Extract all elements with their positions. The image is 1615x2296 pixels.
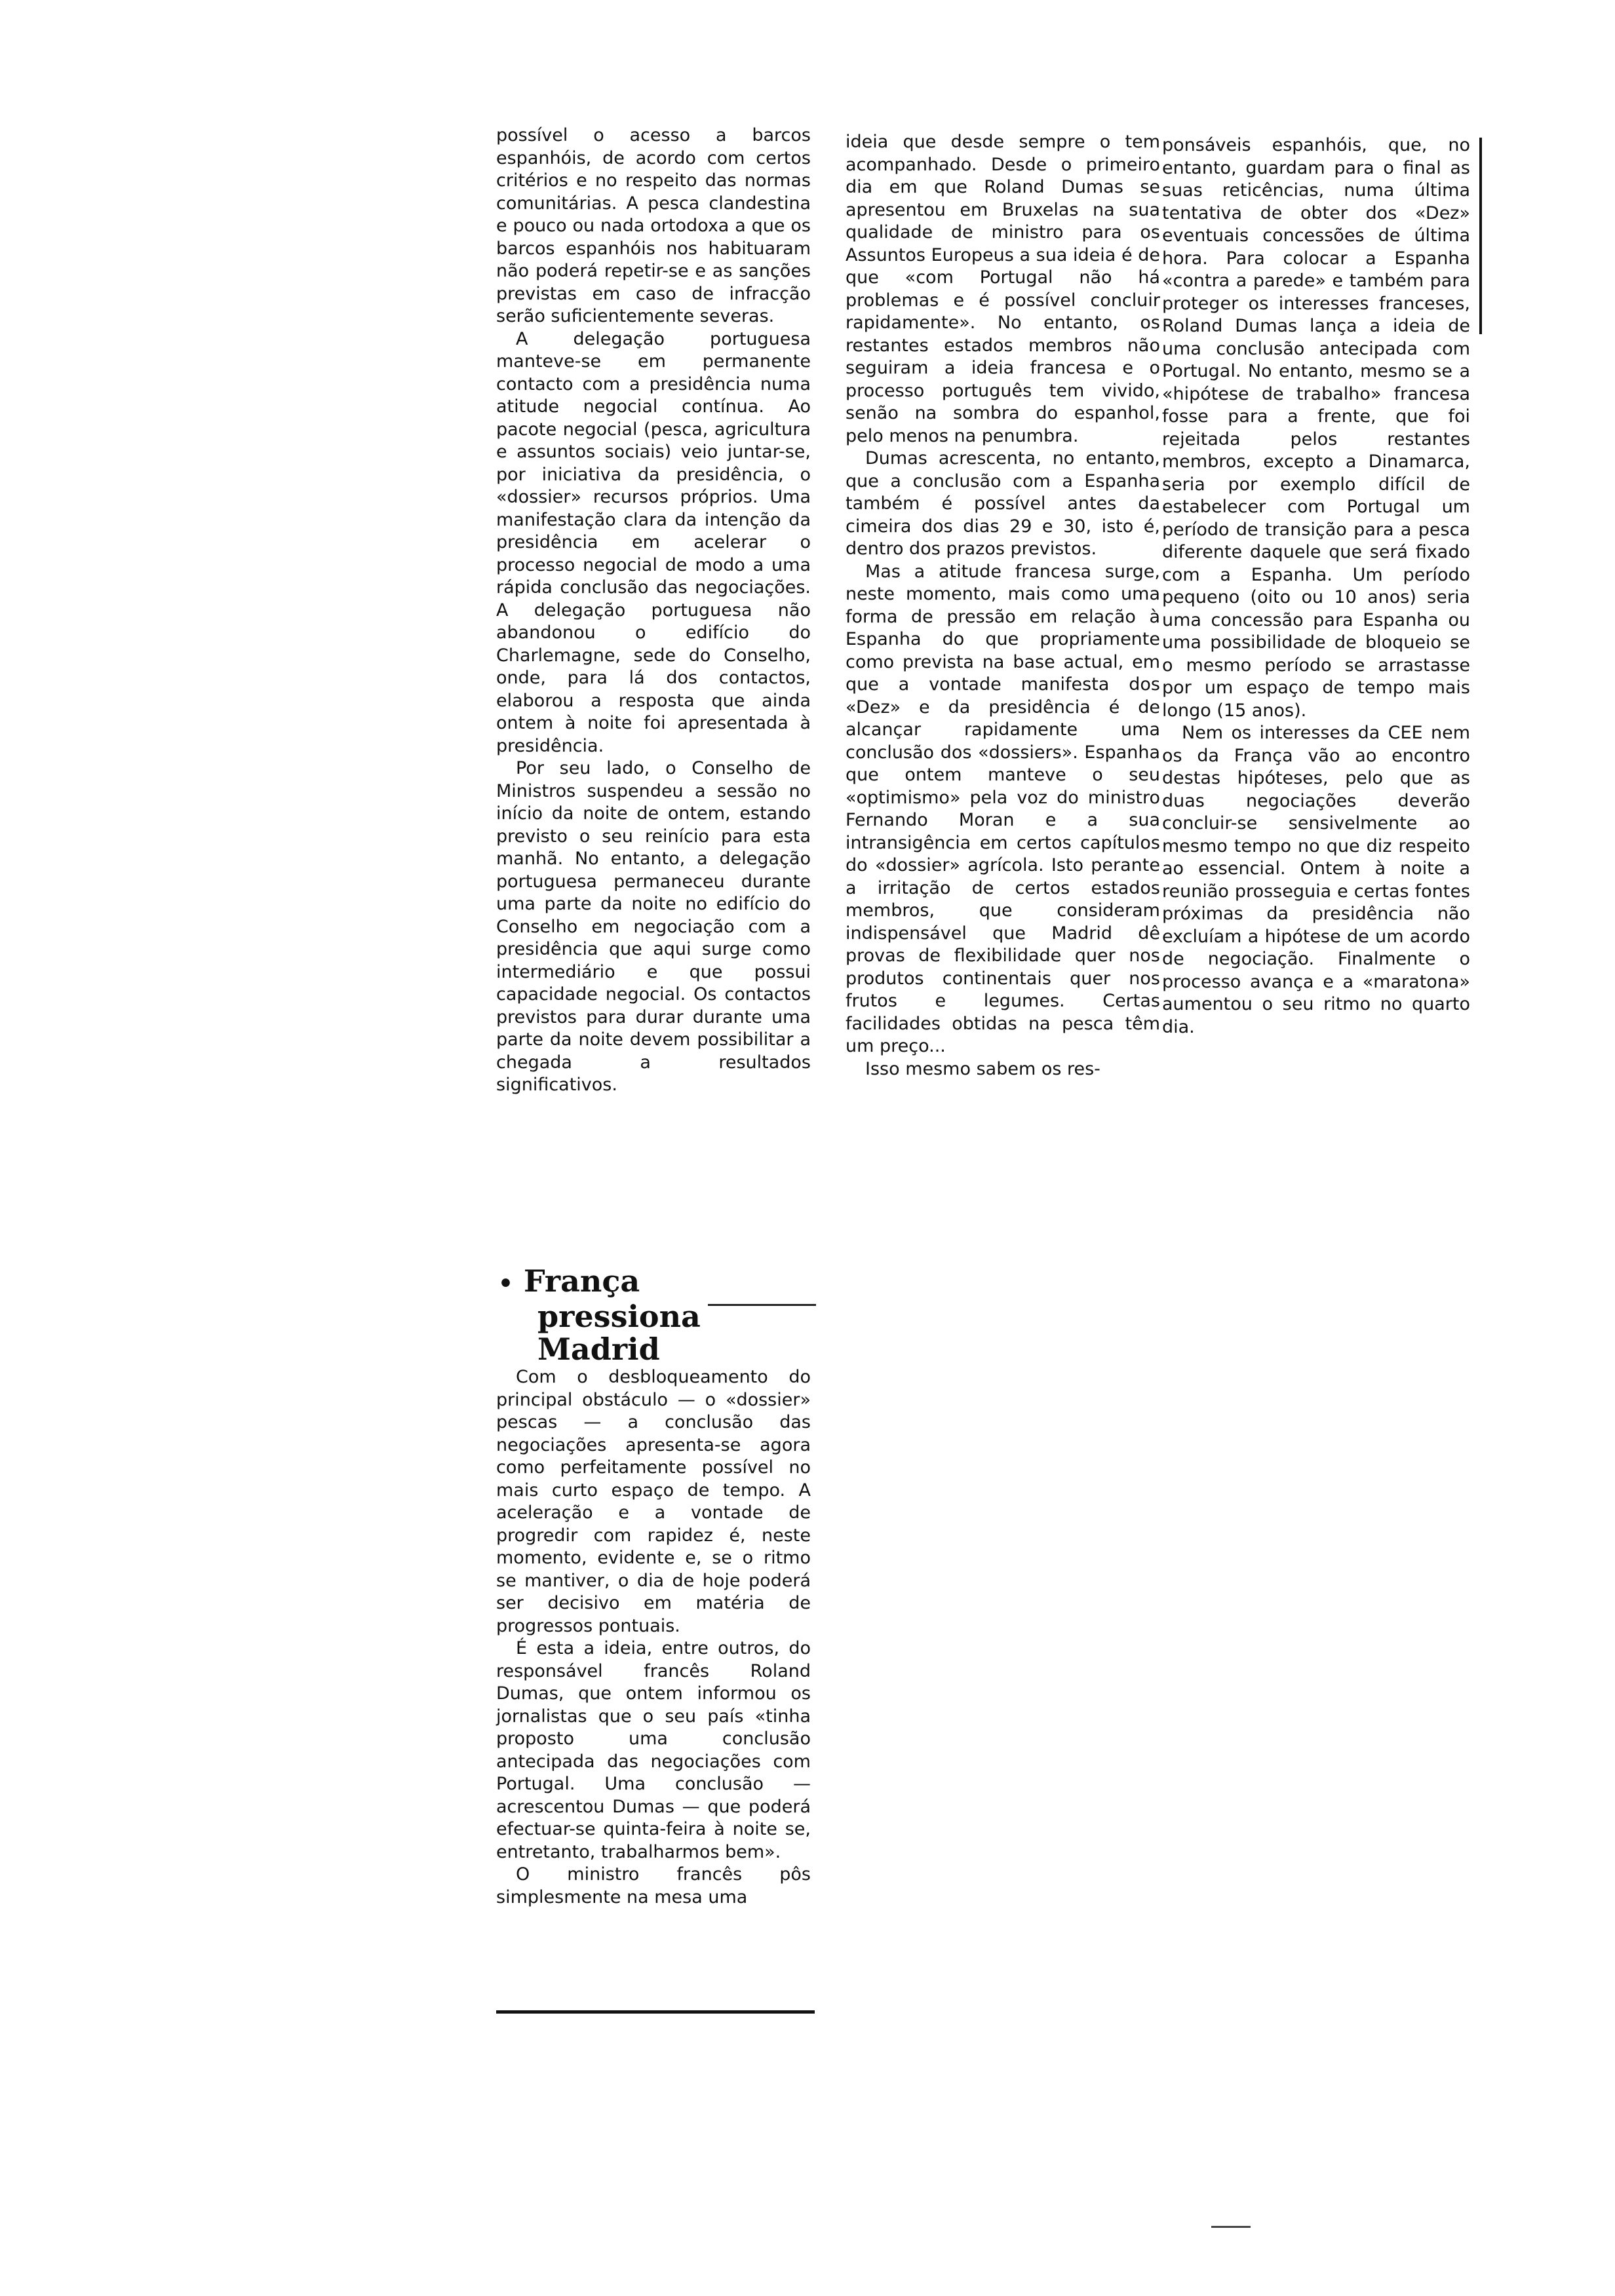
subheading (498, 1265, 813, 1366)
article-column-3 (1162, 134, 1470, 1039)
paragraph: ponsáveis espanhóis, que, no entanto, guardam para o final as suas reticências, numa última tentativa de obter dos «Dez» eventuais concessões de última hora. Para colocar a Espanha «contra a parede» e também para proteger os interesses franceses, Roland Dumas lança a ideia de uma conclusão antecipada com Portugal. No entanto, mesmo se a «hipótese de trabalho» francesa fosse para a frente, que foi rejeitada pelos restantes membros, excepto a Dinamarca, seria por exemplo difícil de estabelecer com Portugal um período de transição para a pesca diferente daquele que será fixado com a Espanha. Um período pequeno (oito ou 10 anos) seria uma concessão para Espanha ou uma possibilidade de bloqueio se o mesmo período se arrastasse por um espaço de tempo mais longo (15 anos). (1162, 135, 1470, 721)
paragraph: Isso mesmo sabem os res- (865, 1058, 1100, 1079)
paragraph: Com o desbloqueamento do principal obstáculo — o «dossier» pescas — a conclusão das negociações apresenta-se agora como perfeitamente possível no mais curto espaço de tempo. A aceleração e a vontade de progredir com rapidez é, neste momento, evidente e, se o ritmo se mantiver, o dia de hoje poderá ser decisivo em matéria de progressos pontuais. (496, 1367, 811, 1636)
paragraph: ideia que desde sempre o tem acompanhado. Desde o primeiro dia em que Roland Dumas se apresentou em Bruxelas na sua qualidade de ministro para os Assuntos Europeus a sua ideia é de que «com Portugal não há problemas e é possível concluir rapidamente». No entanto, os restantes estados membros não seguiram a ideia francesa e o processo português tem vivido, senão na sombra do espanhol, pelo menos na penumbra. (846, 132, 1160, 446)
paragraph: O ministro francês pôs simplesmente na mesa uma (496, 1864, 811, 1907)
column-edge-mark (1479, 138, 1482, 334)
paragraph: É esta a ideia, entre outros, do responsável francês Roland Dumas, que ontem informou os jornalistas que o seu país «tinha proposto uma conclusão antecipada das negociações com Portugal. Uma conclusão — acrescentou Dumas — que poderá efectuar-se quinta-feira à noite se, entretanto, trabalharmos bem». (496, 1638, 811, 1862)
paragraph: Nem os interesses da CEE nem os da França vão ao encontro destas hipóteses, pelo que as duas negociações deverão concluir-se sensivelmente ao mesmo tempo no que diz respeito ao essencial. Ontem à noite a reunião prosseguia e certas fontes próximas da presidência não excluíam a hipótese de um acordo de negociação. Finalmente o processo avança e a «maratona» aumentou o seu ritmo no quarto dia. (1162, 723, 1470, 1037)
subheading-line-2: pressiona (537, 1299, 701, 1334)
article-column-1-continued (496, 1366, 811, 1909)
paragraph: A delegação portuguesa manteve-se em permanente contacto com a presidência numa atitude negocial contínua. Ao pacote negocial (pesca, agricultura e assuntos sociais) veio juntar-se, por iniciativa da presidência, o «dossier» recursos próprios. Uma manifestação clara da intenção da presidência em acelerar o processo negocial de modo a uma rápida conclusão das negociações. A delegação portuguesa não abandonou o edifício do Charlemagne, sede do Conselho, onde, para lá dos contactos, elaborou a resposta que ainda ontem à noite foi apresentada à presidência. (496, 328, 811, 756)
subheading-line-3: Madrid (537, 1331, 660, 1367)
paragraph: Por seu lado, o Conselho de Ministros suspendeu a sessão no início da noite de ontem, estando previsto o seu reinício para esta manhã. No entanto, a delegação portuguesa permaneceu durante uma parte da noite no edifício do Conselho em negociação com a presidência que aqui surge como intermediário e que possui capacidade negocial. Os contactos previstos para durar durante uma parte da noite devem possibilitar a chegada a resultados significativos. (496, 758, 811, 1095)
subheading-rule (708, 1304, 816, 1306)
paragraph: Mas a atitude francesa surge, neste momento, mais como uma forma de pressão em relação à Espanha do que propriamente como prevista na base actual, em que a vontade manifesta dos «Dez» e da presidência é de alcançar rapidamente uma conclusão dos «dossiers». Espanha que ontem manteve o seu «optimismo» pela voz do ministro Fernando Moran e a sua intransigência em certos capítulos do «dossier» agrícola. Isto perante a irritação de certos estados membros, que consideram indispensável que Madrid dê provas de flexibilidade quer nos produtos continentais quer nos frutos e legumes. Certas facilidades obtidas na pesca têm um preço... (846, 561, 1160, 1056)
bottom-rule (496, 2010, 815, 2014)
bullet-icon: • (498, 1270, 514, 1297)
paragraph: possível o acesso a barcos espanhóis, de acordo com certos critérios e no respeito das normas comunitárias. A pesca clandestina e pouco ou nada ortodoxa a que os barcos espanhóis nos habituaram não poderá repetir-se e as sanções previstas em caso de infracção serão suficientemente severas. (496, 125, 811, 326)
scan-speck (1211, 2226, 1251, 2228)
subheading-line-1: • França (498, 1263, 640, 1299)
article-column-2 (846, 131, 1160, 1081)
paragraph: Dumas acrescenta, no entanto, que a conclusão com a Espanha também é possível antes da cimeira dos dias 29 e 30, isto é, dentro dos prazos previstos. (846, 448, 1160, 559)
article-column-1 (496, 124, 811, 1097)
